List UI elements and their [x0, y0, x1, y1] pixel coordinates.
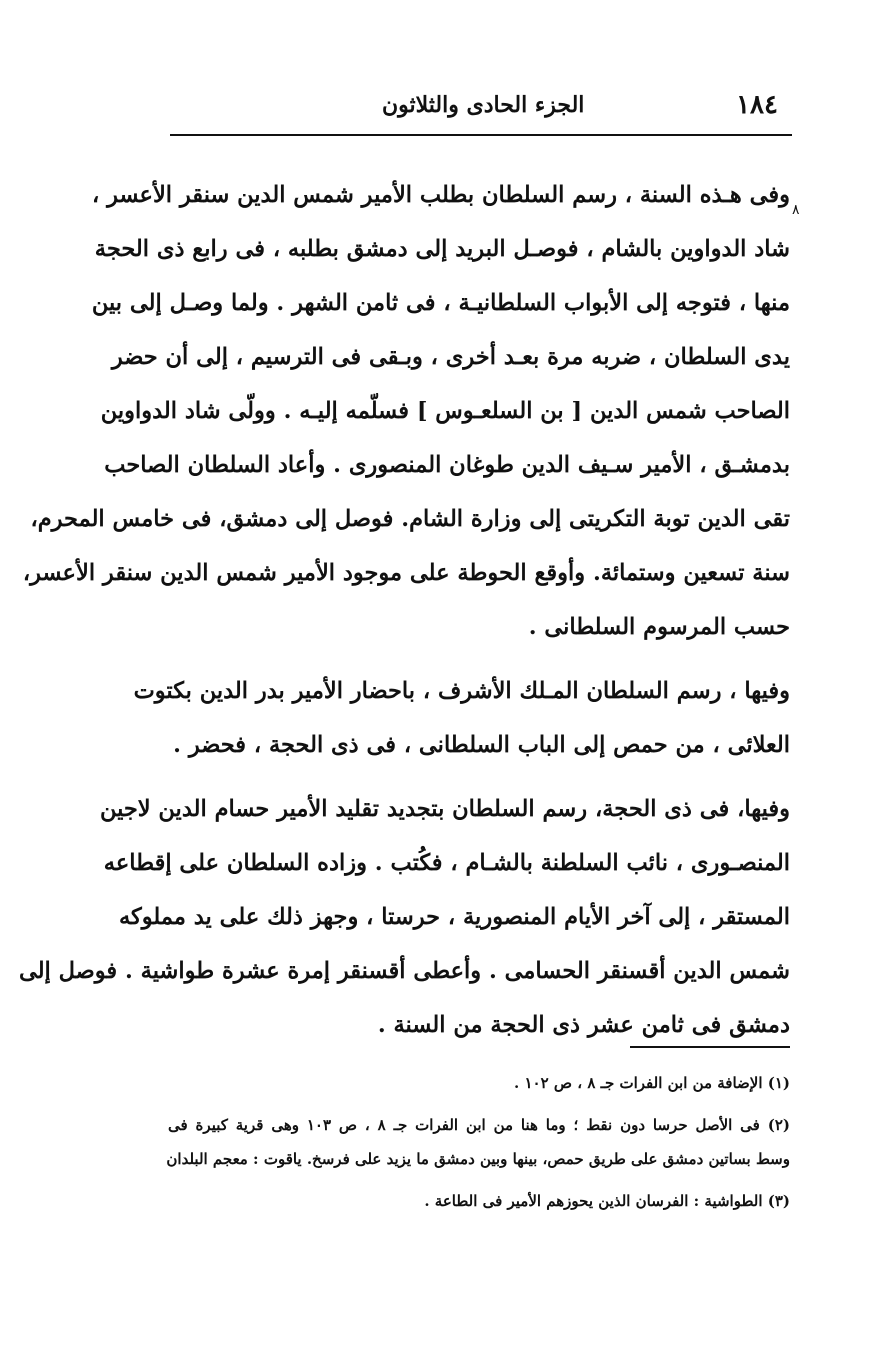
- footnote-line: (٢) فى الأصل حرسا دون نقط ؛ وما هنا من ابن الفرات جـ ٨ ، ص ١٠٣ وهى قرية كبيرة فى: [168, 1116, 790, 1134]
- paragraph-1: [22, 168, 790, 654]
- footnote-2: [168, 1108, 790, 1176]
- text-line: العلائى ، من حمص إلى الباب السلطانى ، فى ذى الحجة ، فحضر .: [173, 732, 790, 758]
- footnote-rule: [630, 1046, 790, 1048]
- text-line: دمشق فى ثامن عشر ذى الحجة من السنة .: [377, 1012, 790, 1038]
- paragraph-gap: [172, 772, 790, 782]
- text-line: يدى السلطان ، ضربه مرة بعـد أخرى ، وبـقى فى الترسيم ، إلى أن حضر: [111, 344, 790, 370]
- text-line: شمس الدين أقسنقر الحسامى . وأعطى أقسنقر إمرة عشرة طواشية . فوصل إلى: [18, 958, 790, 984]
- page-header: [172, 88, 790, 132]
- main-text: [18, 168, 790, 1052]
- footnote-line: (١) الإضافة من ابن الفرات جـ ٨ ، ص ١٠٢ .: [514, 1074, 790, 1092]
- footnote-1: [168, 1066, 790, 1100]
- footnote-3: [168, 1184, 790, 1218]
- header-rule: [170, 134, 792, 136]
- text-line: وفى هـذه السنة ، رسم السلطان بطلب الأمير شمس الدين سنقر الأعسر ،: [91, 182, 790, 208]
- paragraph-gap: [172, 654, 790, 664]
- text-line: وفيها ، رسم السلطان المـلك الأشرف ، باحضار الأمير بدر الدين بكتوت: [133, 678, 790, 704]
- text-line: حسب المرسوم السلطانى .: [528, 614, 790, 640]
- page-number: ١٨٤: [736, 90, 778, 120]
- text-line: منها ، فتوجه إلى الأبواب السلطانيـة ، فى ثامن الشهر . ولما وصـل إلى بين: [91, 290, 790, 316]
- text-line: وفيها، فى ذى الحجة، رسم السلطان بتجديد تقليد الأمير حسام الدين لاجين: [99, 796, 790, 822]
- text-line: شاد الدواوين بالشام ، فوصـل البريد إلى دمشق بطلبه ، فى رابع ذى الحجة: [94, 236, 790, 262]
- paragraph-3: [18, 782, 790, 1052]
- text-line: المستقر ، إلى آخر الأيام المنصورية ، حرستا ، وجهز ذلك على يد مملوكه: [118, 904, 790, 930]
- footnote-gap: [168, 1176, 790, 1184]
- paragraph-2: [133, 664, 790, 772]
- footnotes: [168, 1066, 790, 1218]
- footnote-line: وسط بساتين دمشق على طريق حمص، بينها وبين دمشق ما يزيد على فرسخ. ياقوت : معجم البلدان: [166, 1150, 790, 1168]
- margin-mark: ٨: [792, 202, 800, 218]
- text-line: تقى الدين توبة التكريتى إلى وزارة الشام. فوصل إلى دمشق، فى خامس المحرم،: [30, 506, 790, 532]
- running-title: الجزء الحادى والثلاثون: [382, 92, 585, 118]
- text-line: المنصـورى ، نائب السلطنة بالشـام ، فكُتب . وزاده السلطان على إقطاعه: [103, 850, 790, 876]
- text-line: بدمشـق ، الأمير سـيف الدين طوغان المنصورى . وأعاد السلطان الصاحب: [104, 452, 790, 478]
- text-line: الصاحب شمس الدين [ بن السلعـوس ] فسلّمه إليـه . وولّى شاد الدواوين: [100, 398, 790, 424]
- footnote-gap: [168, 1100, 790, 1108]
- footnote-line: (٣) الطواشية : الفرسان الذين يحوزهم الأمير فى الطاعة .: [424, 1192, 790, 1210]
- text-line: سنة تسعين وستمائة. وأوقع الحوطة على موجود الأمير شمس الدين سنقر الأعسر،: [22, 560, 790, 586]
